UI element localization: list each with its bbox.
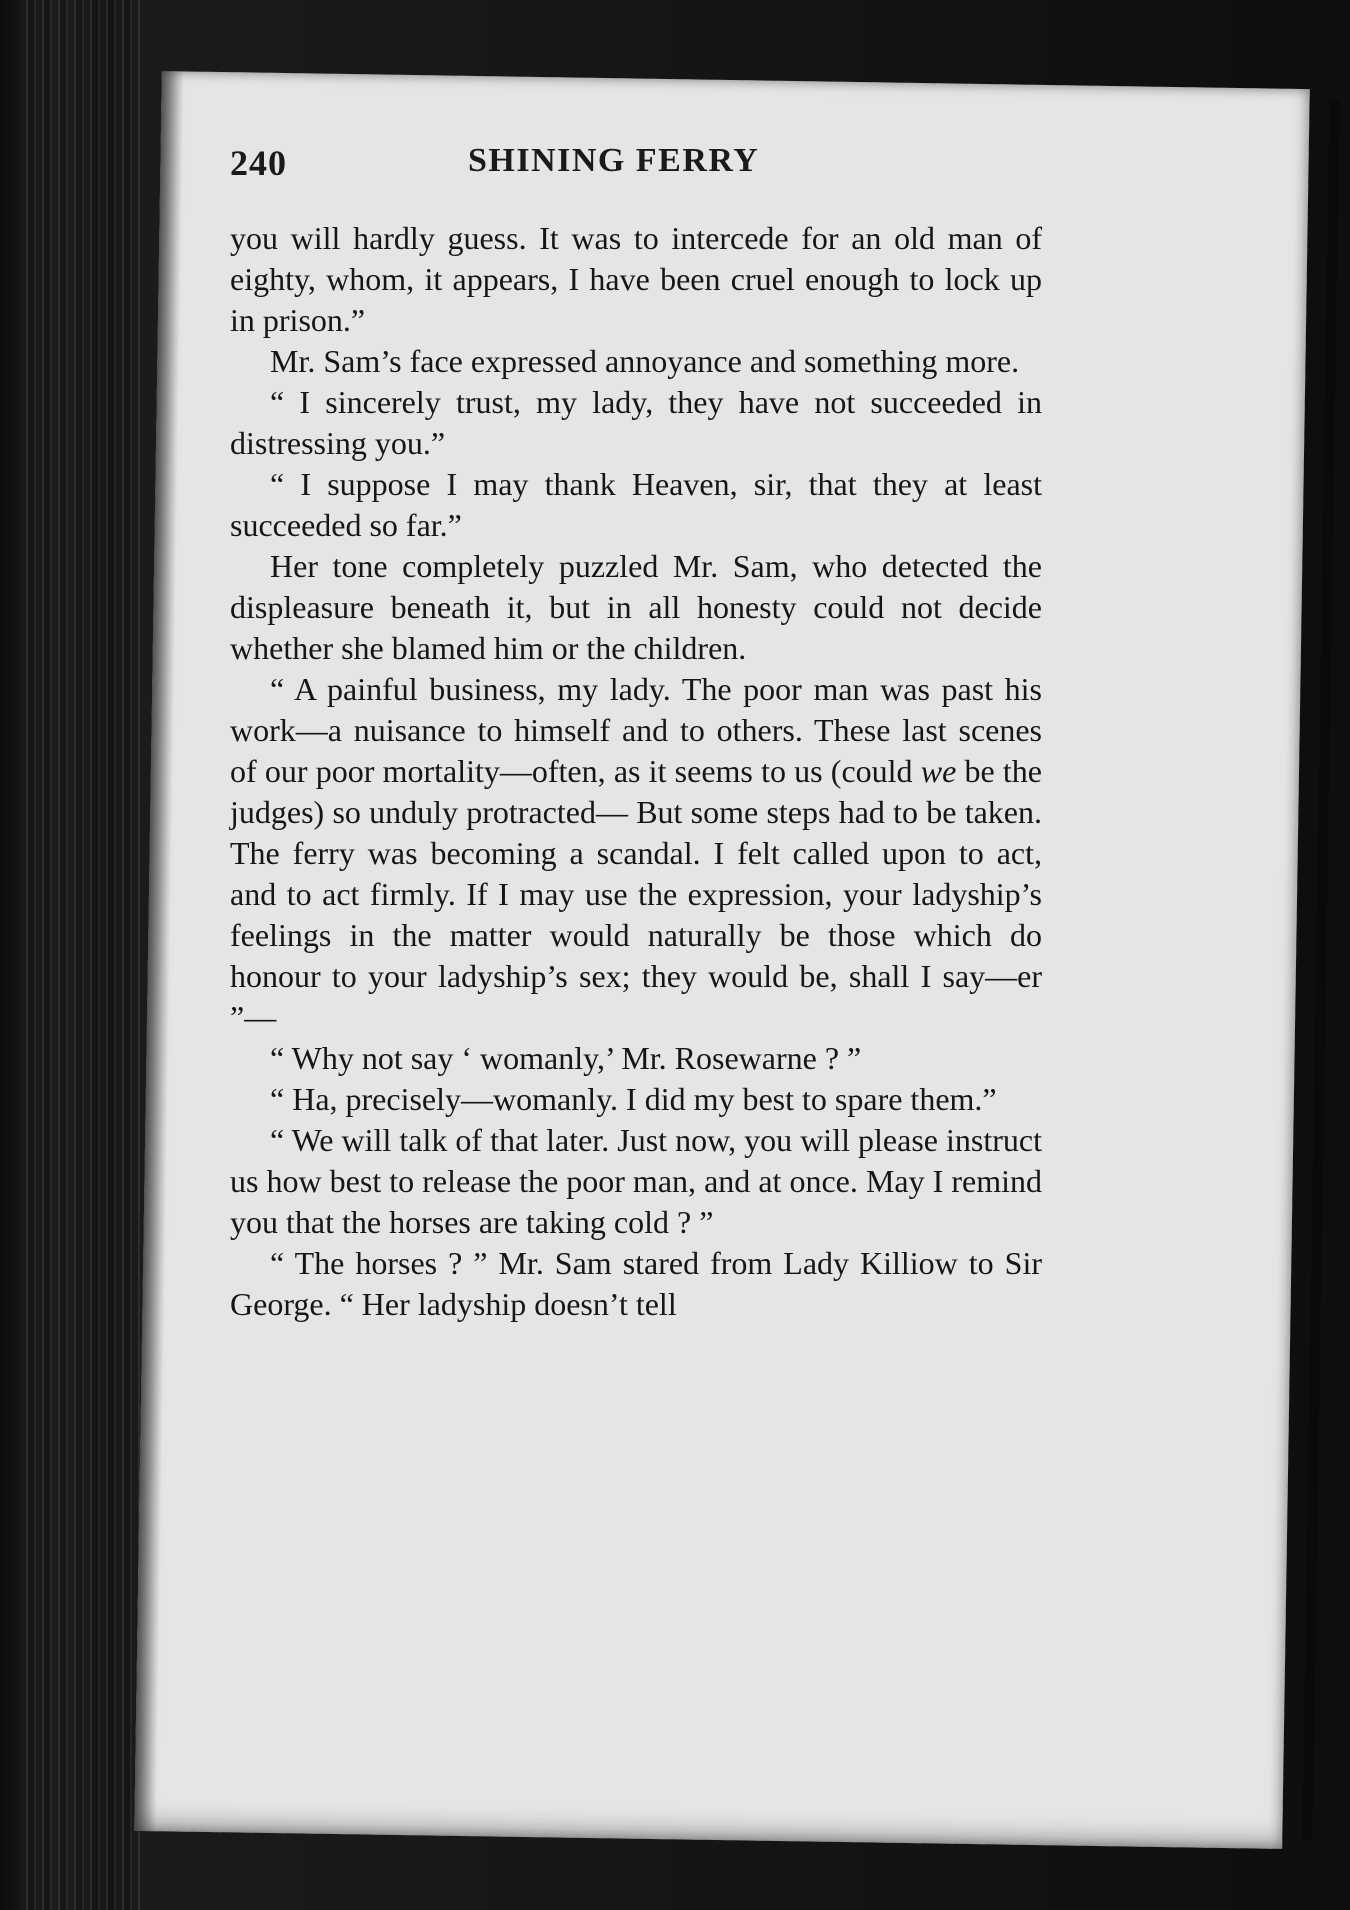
paragraph: Her tone completely puzzled Mr. Sam, who detected the displeasure beneath it, but in all honesty could not decide whether she blamed him or the children. xyxy=(230,548,1042,666)
paragraph: “ The horses ? ” Mr. Sam stared from Lady Killiow to Sir George. “ Her ladyship doesn’t tell xyxy=(230,1245,1042,1322)
paragraph: Mr. Sam’s face expressed annoyance and something more. xyxy=(270,343,1020,379)
paragraph: “ I suppose I may thank Heaven, sir, that they at least succeeded so far.” xyxy=(230,466,1042,543)
running-head: SHINING FERRY xyxy=(468,142,760,179)
body-text xyxy=(230,218,1042,1325)
page-header xyxy=(230,142,930,202)
italic-text: we xyxy=(920,753,957,789)
paragraph: “ Ha, precisely—womanly. I did my best to spare them.” xyxy=(270,1081,997,1117)
paragraph-with-italic xyxy=(230,669,1042,1038)
paragraph: “ Why not say ‘ womanly,’ Mr. Rosewarne ? ” xyxy=(270,1040,862,1076)
text-run: be the judges) so unduly protracted— But some steps had to be taken. The ferry was becoming a scandal. I felt called upon to act, and to act firmly. If I may use the expression, your ladyship’s feelings in the matter would naturally be those which do honour to your ladyship’s sex; they would be, shall I say—er ”— xyxy=(230,753,1043,1035)
paragraph: “ We will talk of that later. Just now, you will please instruct us how best to release the poor man, and at once. May I remind you that the horses are taking cold ? ” xyxy=(230,1122,1042,1240)
book-spine xyxy=(20,0,140,1910)
page-number: 240 xyxy=(230,143,287,183)
paragraph: you will hardly guess. It was to intercede for an old man of eighty, whom, it appears, I have been cruel enough to lock up in prison.” xyxy=(230,220,1042,338)
paragraph: “ I sincerely trust, my lady, they have not succeeded in distressing you.” xyxy=(230,384,1042,461)
text-run: “ A painful business, my lady. The poor man was past his work—a nuisance to himself and to others. These last scenes of our poor mortality—often, as it seems to us (could xyxy=(230,671,1042,789)
